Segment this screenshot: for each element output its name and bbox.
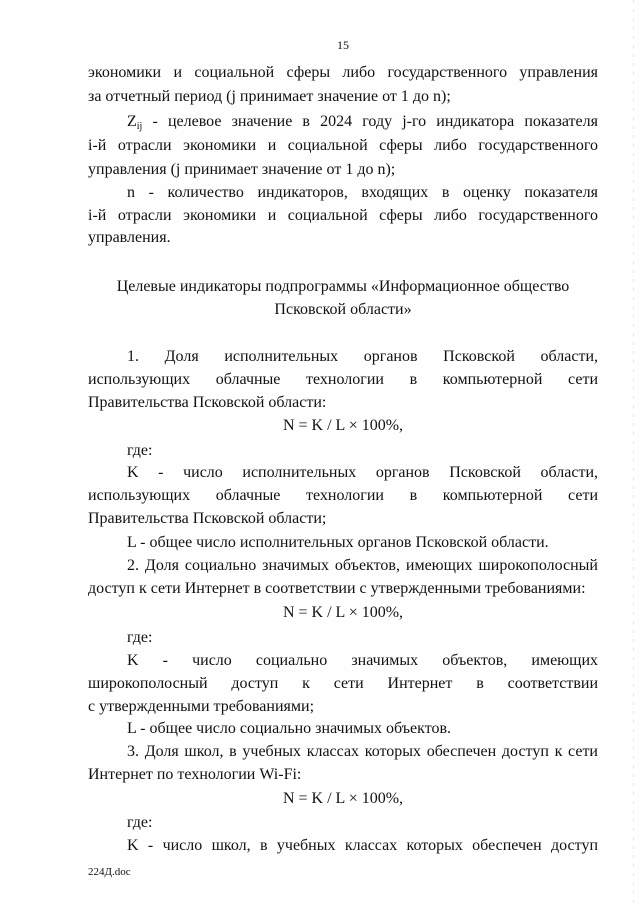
page-number: 15	[337, 38, 349, 52]
l-definition: L - общее число социально значимых объектов.	[127, 720, 452, 737]
text-line: за отчетный период (j принимает значение от 1 до n);	[88, 88, 451, 105]
text-line: i-й отрасли экономики и социальной сферы либо государственного	[88, 207, 598, 224]
text-line: использующих облачные технологии в компьютерной сети	[88, 371, 598, 388]
where-label: где:	[127, 442, 153, 459]
text-line: Правительства Псковской области:	[88, 394, 327, 411]
formula: N = K / L × 100%,	[282, 790, 404, 807]
z-definition-line	[127, 112, 598, 132]
text-line: доступ к сети Интернет в соответствии с утвержденными требованиями:	[88, 580, 586, 597]
indicator-title: 3. Доля школ, в учебных классах которых обеспечен доступ к сети	[127, 743, 598, 760]
text-line: с утвержденными требованиями;	[88, 698, 315, 715]
text-line: Правительства Псковской области;	[88, 510, 327, 527]
text-line: широкополосный доступ к сети Интернет в соответствии	[88, 675, 598, 692]
text-line: i-й отрасли экономики и социальной сферы либо государственного	[88, 137, 598, 154]
n-definition-line: n - количество индикаторов, входящих в оценку показателя	[127, 184, 598, 201]
section-heading: Псковской области»	[274, 301, 412, 318]
k-definition: K - число исполнительных органов Псковской области,	[127, 464, 598, 481]
formula: N = K / L × 100%,	[282, 604, 404, 621]
z-symbol: Z	[127, 113, 137, 130]
text-line: управления.	[88, 229, 171, 246]
z-definition-text: - целевое значение в 2024 году j-го индикатора показателя	[152, 113, 598, 130]
k-definition: K - число школ, в учебных классах которых обеспечен доступ	[127, 837, 598, 854]
footer-filename: 224Д.doc	[88, 866, 131, 878]
text-line: использующих облачные технологии в компьютерной сети	[88, 487, 598, 504]
scan-edge-artifact	[633, 0, 634, 905]
text-line: управления (j принимает значение от 1 до n);	[88, 161, 396, 178]
where-label: где:	[127, 629, 153, 646]
formula: N = K / L × 100%,	[282, 417, 404, 434]
text-line: Интернет по технологии Wi-Fi:	[88, 766, 302, 783]
z-subscript: ij	[136, 121, 143, 132]
where-label: где:	[127, 814, 153, 831]
indicator-title: 2. Доля социально значимых объектов, имеющих широкополосный	[127, 557, 598, 574]
indicator-title: 1. Доля исполнительных органов Псковской области,	[127, 348, 598, 365]
l-definition: L - общее число исполнительных органов Псковской области.	[127, 534, 549, 551]
k-definition: K - число социально значимых объектов, имеющих	[127, 652, 598, 669]
text-line: экономики и социальной сферы либо государственного управления	[88, 64, 598, 81]
section-heading: Целевые индикаторы подпрограммы «Информационное общество	[116, 278, 570, 295]
